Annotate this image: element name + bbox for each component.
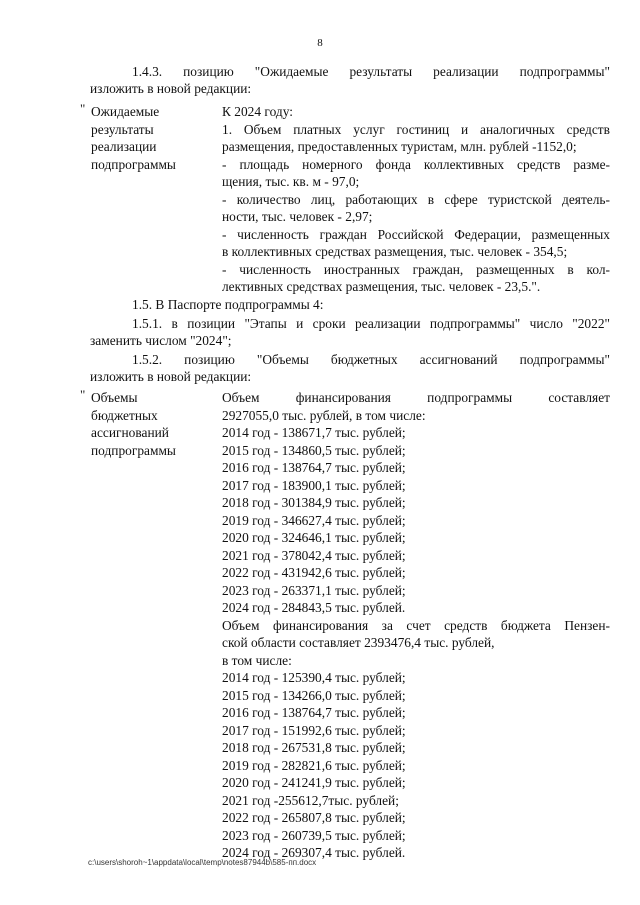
paragraph-1-5-1-line-1: 1.5.1. в позиции "Этапы и сроки реализации подпрограммы" число "2022" — [132, 316, 610, 331]
table2-content — [222, 389, 610, 862]
table2-content-line: 2018 год - 267531,8 тыс. рублей; — [222, 740, 406, 755]
opening-quote-mark: " — [80, 387, 86, 402]
table2-content-line: 2927055,0 тыс. рублей, в том числе: — [222, 407, 426, 423]
table2-content-line: 2021 год -255612,7тыс. рублей; — [222, 792, 399, 808]
table2-content-line: 2024 год - 284843,5 тыс. рублей. — [222, 600, 406, 615]
table2-content-line: 2023 год - 260739,5 тыс. рублей; — [222, 827, 406, 843]
table2-label — [91, 389, 176, 459]
page-number: 8 — [317, 37, 323, 49]
table1-label-line: результаты — [91, 121, 154, 137]
paragraph-1-5-2-line-1: 1.5.2. позицию "Объемы бюджетных ассигнований подпрограммы" — [132, 352, 610, 367]
table2-content-line: ской области составляет 2393476,4 тыс. рублей, — [222, 635, 495, 650]
table2-content-line: 2017 год - 151992,6 тыс. рублей; — [222, 722, 406, 738]
table2-label-line: ассигнований — [91, 425, 169, 440]
table2-content-line: 2015 год - 134266,0 тыс. рублей; — [222, 687, 406, 703]
footer-file-path: c:\users\shoroh~1\appdata\local\temp\notes87944b\585-пп.docx — [88, 858, 317, 867]
table2-content-line: Объем финансирования подпрограммы составляет — [222, 390, 610, 405]
table2-label-line: бюджетных — [91, 407, 158, 423]
table1-label — [91, 103, 176, 173]
table1-label-line: реализации — [91, 139, 157, 154]
table1-content-line: К 2024 году: — [222, 104, 293, 119]
table2-content-line: 2024 год - 269307,4 тыс. рублей. — [222, 845, 406, 860]
table2-label-line: подпрограммы — [91, 442, 176, 458]
table1-content-line: размещения, предоставленных туристам, млн. рублей -1152,0; — [222, 139, 577, 154]
table2-content-line: 2015 год - 134860,5 тыс. рублей; — [222, 442, 406, 458]
opening-quote-mark: " — [80, 101, 86, 116]
table1-content-line: ности, тыс. человек - 2,97; — [222, 209, 373, 224]
table2-content-line: 2018 год - 301384,9 тыс. рублей; — [222, 495, 406, 510]
paragraph-1-5: 1.5. В Паспорте подпрограммы 4: — [132, 297, 324, 312]
table1-content-line: в коллективных средствах размещения, тыс. человек - 354,5; — [222, 244, 568, 259]
table2-content-line: 2016 год - 138764,7 тыс. рублей; — [222, 705, 406, 720]
table1-content — [222, 103, 610, 296]
table1-content-line: - количество лиц, работающих в сфере туристской деятель- — [222, 191, 610, 207]
table2-content-line: 2020 год - 324646,1 тыс. рублей; — [222, 530, 406, 545]
paragraph-1-5-2-line-2: изложить в новой редакции: — [90, 369, 252, 384]
table2-content-line: 2019 год - 346627,4 тыс. рублей; — [222, 512, 406, 528]
table1-content-line: 1. Объем платных услуг гостиниц и аналогичных средств — [222, 121, 610, 137]
table2-content-line: 2022 год - 265807,8 тыс. рублей; — [222, 810, 406, 825]
paragraph-1-4-3-line-2: изложить в новой редакции: — [90, 81, 252, 96]
table2-content-line: в том числе: — [222, 652, 292, 668]
table2-content-line: 2017 год - 183900,1 тыс. рублей; — [222, 477, 406, 493]
table2-label-line: Объемы — [91, 390, 138, 405]
table2-content-line: 2020 год - 241241,9 тыс. рублей; — [222, 775, 406, 790]
table2-content-line: 2016 год - 138764,7 тыс. рублей; — [222, 460, 406, 475]
table2-content-line: 2014 год - 125390,4 тыс. рублей; — [222, 670, 406, 685]
table1-content-line: - площадь номерного фонда коллективных средств разме- — [222, 156, 610, 172]
table1-content-line: - численность граждан Российской Федерации, размещенных — [222, 226, 610, 242]
table1-content-line: щения, тыс. кв. м - 97,0; — [222, 174, 360, 189]
paragraph-1-4-3-line-1: 1.4.3. позицию "Ожидаемые результаты реализации подпрограммы" — [132, 64, 610, 79]
table2-content-line: 2021 год - 378042,4 тыс. рублей; — [222, 547, 406, 563]
table1-label-line: Ожидаемые — [91, 104, 160, 119]
table2-content-line: Объем финансирования за счет средств бюджета Пензен- — [222, 617, 610, 633]
paragraph-1-5-1-line-2: заменить числом "2024"; — [90, 333, 232, 348]
table2-content-line: 2019 год - 282821,6 тыс. рублей; — [222, 757, 406, 773]
table1-label-line: подпрограммы — [91, 156, 176, 172]
table2-content-line: 2023 год - 263371,1 тыс. рублей; — [222, 582, 406, 598]
table2-content-line: 2022 год - 431942,6 тыс. рублей; — [222, 565, 406, 580]
table1-content-line: лективных средствах размещения, тыс. человек - 23,5.". — [222, 279, 541, 294]
table2-content-line: 2014 год - 138671,7 тыс. рублей; — [222, 425, 406, 440]
table1-content-line: - численность иностранных граждан, размещенных в кол- — [222, 261, 610, 277]
